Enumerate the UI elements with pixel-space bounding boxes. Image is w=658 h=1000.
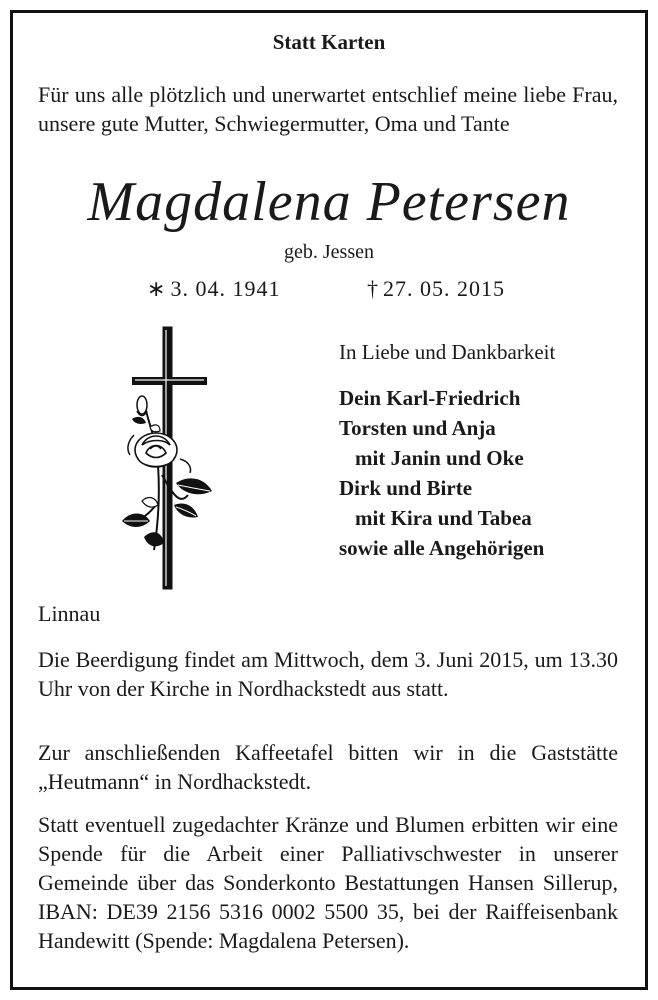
family-list	[339, 383, 544, 563]
funeral-text: Die Beerdigung findet am Mittwoch, dem 3. Juni 2015, um 13.30 Uhr von der Kirche in Nordhackstedt aus statt.	[38, 647, 618, 701]
donation-text: Statt eventuell zugedachter Kränze und Blumen erbitten wir eine Spende für die Arbeit einer Palliativschwester in unserer Gemeinde über das Sonderkonto Bestattungen Hansen Sillerup, IBAN: DE39 2156 5316 0002 5500 35, bei der Raiffeisenbank Handewitt (Spende: Magdalena Petersen).	[38, 812, 618, 953]
notice-heading: Statt Karten	[272, 30, 386, 54]
family-member: sowie alle Angehörigen	[339, 536, 545, 560]
cross-rose-graphic	[118, 325, 223, 591]
birth-star-icon: ∗	[147, 276, 167, 301]
family-member: mit Kira und Tabea	[355, 506, 532, 530]
birth-date: 3. 04. 1941	[170, 276, 281, 301]
place-text: Linnau	[38, 601, 101, 626]
thanks-line: In Liebe und Dankbarkeit	[339, 340, 556, 364]
deceased-name: Magdalena Petersen	[87, 171, 571, 233]
coffee-text: Zur anschließenden Kaffeetafel bitten wir in die Gaststätte „Heutmann“ in Nordhackstedt.	[38, 740, 618, 794]
family-member: Torsten und Anja	[339, 416, 496, 440]
birth-date-line	[147, 276, 280, 302]
family-member: mit Janin und Oke	[355, 446, 524, 470]
family-member: Dirk und Birte	[339, 476, 473, 500]
death-date: 27. 05. 2015	[383, 276, 505, 301]
cross-with-rose-icon	[118, 325, 223, 591]
death-date-line	[367, 276, 505, 302]
death-cross-icon: †	[367, 276, 379, 301]
family-member: Dein Karl-Friedrich	[339, 386, 521, 410]
intro-text: Für uns alle plötzlich und unerwartet entschlief meine liebe Frau, unsere gute Mutter, Schwiegermutter, Oma und Tante	[38, 82, 618, 136]
maiden-name: geb. Jessen	[284, 241, 374, 263]
